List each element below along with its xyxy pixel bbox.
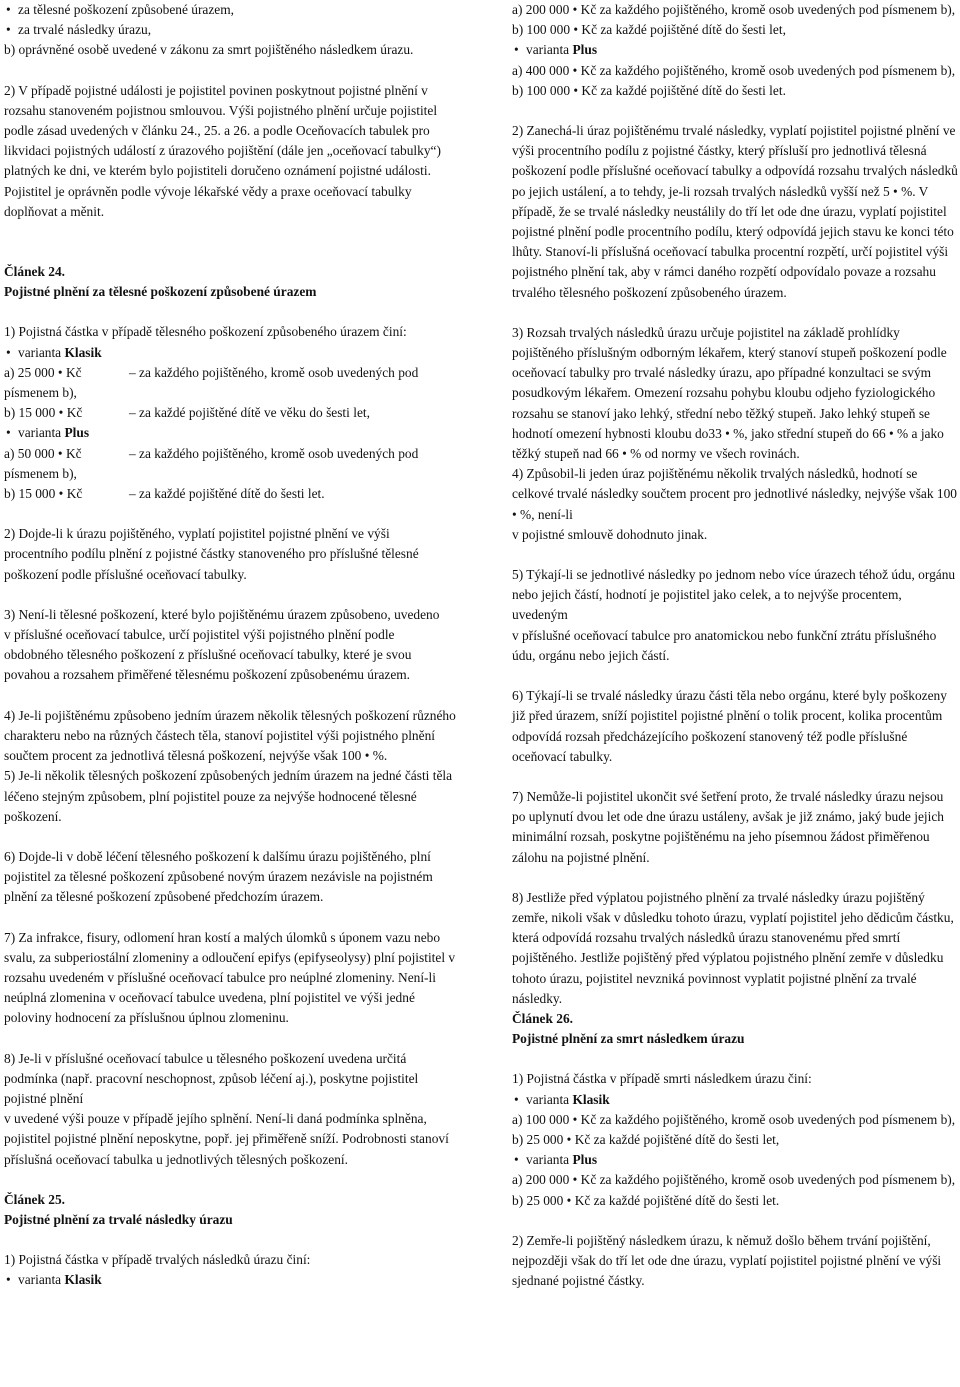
paragraph: 1) Pojistná částka v případě tělesného poškození způsobeného úrazem činí:	[4, 324, 407, 340]
spacer	[4, 827, 456, 847]
paragraph: 4) Způsobil-li jeden úraz pojištěnému několik trvalých následků, hodnotí se celkové trvalé následky součtem procent pro jednotlivé následky, nejvýše však 100 • %, není-li	[512, 466, 957, 522]
amount-description: – za každého pojištěného, kromě osob uvedených pod	[129, 445, 419, 461]
variant-name: Plus	[572, 1152, 598, 1168]
amount-label: a) 25 000 • Kč	[4, 364, 82, 380]
paragraph: 2) V případě pojistné události je pojistitel povinen poskytnout pojistné plnění v rozsahu stanoveném pojistnou smlouvou. Výši pojistného plnění určuje pojistitel podle zásad uvedených v článku 24., 25. a 26. a podle Oceňovacích tabulek pro likvidaci pojistných událostí z úrazového pojištění (dále jen „oceňovací tabulky“) platných ke dni, ve kterém bylo pojistiteli doručeno oznámení pojistné události. Pojistitel je oprávněn podle vývoje lékařské vědy a praxe oceňovací tabulky doplňovat a měnit.	[4, 82, 441, 219]
article-heading: Pojistné plnění za smrt následkem úrazu	[512, 1031, 745, 1047]
variant-item	[4, 343, 456, 363]
spacer	[512, 101, 958, 121]
variant-item	[512, 1090, 958, 1110]
spacer	[4, 222, 456, 242]
right-column	[512, 0, 958, 1291]
paragraph: 4) Je-li pojištěnému způsobeno jedním úrazem několik tělesných poškození různého charakteru nebo na různých částech těla, stanoví pojistitel výši pojistného plnění součtem procent za jednotlivá tělesná poškození, nejvýše však 100 • %.	[4, 707, 456, 764]
variant-name: Klasik	[572, 1091, 610, 1107]
variant-prefix: varianta	[526, 1091, 573, 1107]
paragraph: 5) Je-li několik tělesných poškození způsobených jedním úrazem na jedné části těla léčeno stejným způsobem, plní pojistitel pouze za nejvýše hodnocené tělesné poškození.	[4, 768, 453, 824]
spacer	[512, 545, 958, 565]
paragraph: písmenem b),	[4, 465, 77, 481]
paragraph: a) 200 000 • Kč za každého pojištěného, kromě osob uvedených pod písmenem b),	[512, 1172, 956, 1188]
amount-description: – za každého pojištěného, kromě osob uvedených pod	[129, 364, 419, 380]
variant-item	[4, 423, 456, 443]
amount-description: – za každé pojištěné dítě ve věku do šesti let,	[129, 405, 370, 421]
paragraph: 1) Pojistná částka v případě smrti následkem úrazu činí:	[512, 1071, 812, 1087]
paragraph: v uvedené výši pouze v případě jejího splnění. Není-li daná podmínka splněna, pojistitel pojistné plnění neposkytne, popř. jej přiměřeně sníží. Podrobnosti stanoví příslušná oceňovací tabulka u jednotlivých tělesných poškození.	[4, 1111, 449, 1167]
spacer	[4, 1170, 456, 1190]
paragraph: b) 100 000 • Kč za každé pojištěné dítě do šesti let,	[512, 22, 786, 38]
variant-prefix: varianta	[18, 344, 65, 360]
spacer	[4, 908, 456, 928]
variant-prefix: varianta	[526, 1152, 573, 1168]
spacer	[4, 302, 456, 322]
paragraph: písmenem b),	[4, 385, 77, 401]
spacer	[4, 1029, 456, 1049]
amount-row	[4, 444, 456, 464]
paragraph: b) 100 000 • Kč za každé pojištěné dítě do šesti let.	[512, 82, 786, 98]
article-heading: Článek 25.	[4, 1191, 66, 1207]
bullet-item: • za tělesné poškození způsobené úrazem,	[4, 0, 456, 20]
paragraph: 3) Rozsah trvalých následků úrazu určuje pojistitel na základě prohlídky pojištěného příslušným odborným lékařem, který stanoví stupeň poškození podle oceňovací tabulky pro trvalé následky úrazu, apo případné konzultaci se svým posudkovým lékařem. Omezení rozsahu pohybu kloubu odjeho fyziologického rozsahu se stanoví jako lehký, střední nebo těžký stupeň. Jako lehký stupeň se hodnotí omezení hybnosti kloubu do33 • %, jako střední stupeň do 66 • % a jako těžký stupeň nad 66 • % od normy ve všech rovinách.	[512, 324, 947, 462]
paragraph: b) 25 000 • Kč za každé pojištěné dítě do šesti let,	[512, 1131, 780, 1147]
paragraph: 6) Dojde-li v době léčení tělesného poškození k dalšímu úrazu pojištěného, plní pojistitel za tělesné poškození způsobené novým úrazem nezávisle na pojistném plnění za tělesné poškození způsobené předchozím úrazem.	[4, 848, 433, 905]
paragraph: 8) Jestliže před výplatou pojistného plnění za trvalé následky úrazu pojištěný zemře, nikoli však v důsledku tohoto úrazu, vyplatí pojistitel jeho dědicům částku, která odpovídá rozsahu trvalých následků úrazu stanovenému před smrtí pojištěného. Jestliže pojištěný před výplatou pojistného plnění zemře v důsledku tohoto úrazu, pojistitel nevzniká povinnost vyplatit pojistné plnění za trvalé následky.	[512, 889, 954, 1006]
paragraph: v pojistné smlouvě dohodnuto jinak.	[512, 526, 708, 542]
amount-row	[4, 403, 456, 423]
paragraph: 2) Dojde-li k úrazu pojištěného, vyplatí pojistitel pojistné plnění ve výši procentního podílu plnění z pojistné částky stanoveného pro příslušné tělesné poškození podle příslušné oceňovací tabulky.	[4, 526, 419, 582]
amount-row	[4, 484, 456, 504]
variant-name: Plus	[572, 42, 598, 58]
variant-item	[512, 1150, 958, 1170]
amount-row	[4, 363, 456, 383]
paragraph: 3) Není-li tělesné poškození, které bylo pojištěnému úrazem způsobeno, uvedeno	[4, 606, 440, 622]
paragraph: 5) Týkají-li se jednotlivé následky po jednom nebo více úrazech téhož údu, orgánu nebo jejich částí, hodnotí je pojistitel jako celek, a to nejvýše procentem, uvedeným	[512, 567, 956, 623]
paragraph: a) 200 000 • Kč za každého pojištěného, kromě osob uvedených pod písmenem b),	[512, 2, 956, 17]
variant-name: Plus	[64, 425, 90, 441]
spacer	[512, 767, 958, 787]
spacer	[512, 1211, 958, 1231]
paragraph: 8) Je-li v příslušné oceňovací tabulce u tělesného poškození uvedena určitá podmínka (např. pracovní neschopnost, způsob léčení aj.), poskytne pojistitel pojistné plnění	[4, 1050, 419, 1106]
spacer	[4, 242, 456, 262]
variant-item	[512, 40, 958, 60]
spacer	[4, 61, 456, 81]
spacer	[4, 585, 456, 605]
bullet-item: • za trvalé následky úrazu,	[4, 20, 456, 40]
paragraph: 2) Zanechá-li úraz pojištěnému trvalé následky, vyplatí pojistitel pojistné plnění ve výši procentního podílu z pojistné částky, který přísluší pro jednotlivá tělesná poškození podle příslušné oceňovací tabulky a odpovídá rozsahu trvalých následků po jejich ustálení, a to tehdy, je-li rozsah trvalých následků vyšší než 5 • %. V případě, že se trvalé následky neustálily do tří let ode dne úrazu, vyplatí pojistitel pojistné plnění podle procentního podílu, který odpovídá jejich stavu ke konci této lhůty. Stanoví-li příslušná oceňovací tabulka procentní rozpětí, určí pojistitel výši pojistného plnění tak, aby v rámci daného rozpětí odpovídalo povaze a rozsahu trvalého tělesného poškození způsobeného úrazem.	[512, 123, 958, 300]
paragraph: v příslušné oceňovací tabulce pro anatomickou nebo funkční ztrátu příslušného údu, orgánu nebo jejich částí.	[512, 627, 937, 663]
left-column	[4, 0, 456, 1291]
amount-label: b) 15 000 • Kč	[4, 486, 83, 502]
spacer	[512, 303, 958, 323]
variant-name: Klasik	[64, 344, 102, 360]
variant-name: Klasik	[64, 1272, 102, 1288]
paragraph: 2) Zemře-li pojištěný následkem úrazu, k němuž došlo během trvání pojištění, nejpozději však do tří let ode dne úrazu, vyplatí pojistitel pojistné plnění ve výši sjednané pojistné částky.	[512, 1232, 942, 1289]
paragraph: b) 25 000 • Kč za každé pojištěné dítě do šesti let.	[512, 1192, 780, 1208]
paragraph: v příslušné oceňovací tabulce, určí pojistitel výši pojistného plnění podle obdobného tělesného poškození z příslušné oceňovací tabulky, které je svou povahou a rozsahem přiměřené tělesnému poškození způsobenému úrazem.	[4, 627, 412, 683]
paragraph: 7) Nemůže-li pojistitel ukončit své šetření proto, že trvalé následky úrazu nejsou po uplynutí dvou let ode dne úrazu ustáleny, avšak je již známo, jaký bude jejich minimální rozsah, poskytne pojištěnému na jeho písemnou žádost přiměřenou zálohu na pojistné plnění.	[512, 788, 944, 865]
paragraph: a) 400 000 • Kč za každého pojištěného, kromě osob uvedených pod písmenem b),	[512, 62, 956, 78]
paragraph: b) oprávněné osobě uvedené v zákonu za smrt pojištěného následkem úrazu.	[4, 42, 414, 58]
article-heading: Článek 24.	[4, 264, 66, 280]
spacer	[4, 1230, 456, 1250]
paragraph: 6) Týkají-li se trvalé následky úrazu části těla nebo orgánu, které byly poškozeny již před úrazem, sníží pojistitel pojistné plnění o tolik procent, kolika procentům odpovídá rozsah předcházejícího poškození stanovený též podle příslušné oceňovací tabulky.	[512, 688, 947, 764]
spacer	[512, 1049, 958, 1069]
article-heading: Pojistné plnění za trvalé následky úrazu	[4, 1211, 233, 1227]
variant-prefix: varianta	[18, 425, 65, 441]
paragraph: 1) Pojistná částka v případě trvalých následků úrazu činí:	[4, 1252, 311, 1268]
spacer	[4, 686, 456, 706]
spacer	[512, 666, 958, 686]
spacer	[4, 504, 456, 524]
paragraph: 7) Za infrakce, fisury, odlomení hran kostí a malých úlomků s úponem vazu nebo svalu, za subperiostální zlomeniny a odloučení epifys (epifyseolysy) plní pojistitel v rozsahu uvedeném v příslušné oceňovací tabulce pro neúplné zlomeniny. Není-li neúplná zlomenina v oceňovací tabulce uvedena, plní pojistitel ve výši jedné poloviny hodnocení za příslušnou úplnou zlomeninu.	[4, 929, 456, 1026]
amount-description: – za každé pojištěné dítě do šesti let.	[129, 486, 325, 502]
variant-item	[4, 1270, 456, 1290]
amount-label: a) 50 000 • Kč	[4, 445, 82, 461]
amount-label: b) 15 000 • Kč	[4, 405, 83, 421]
spacer	[512, 868, 958, 888]
article-heading: Článek 26.	[512, 1010, 574, 1026]
variant-prefix: varianta	[526, 42, 573, 58]
article-heading: Pojistné plnění za tělesné poškození způsobené úrazem	[4, 284, 317, 300]
paragraph: a) 100 000 • Kč za každého pojištěného, kromě osob uvedených pod písmenem b),	[512, 1111, 956, 1127]
variant-prefix: varianta	[18, 1272, 65, 1288]
